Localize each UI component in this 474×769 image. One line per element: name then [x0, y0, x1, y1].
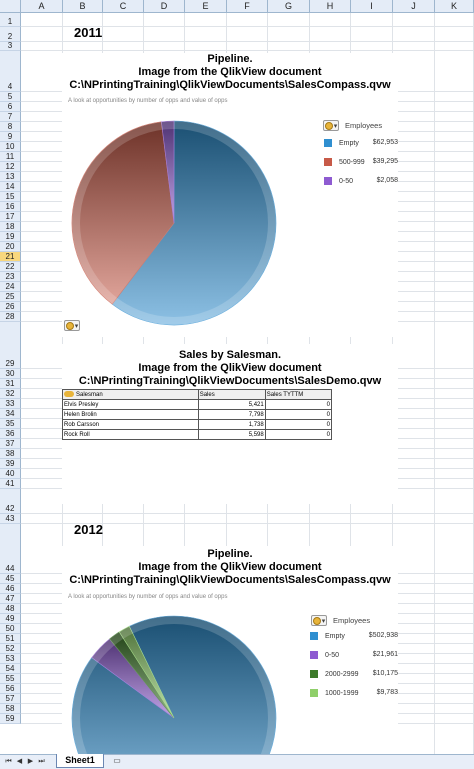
legend-menu-icon[interactable]: ▾: [323, 120, 339, 131]
chart-title: Pipeline.: [207, 548, 253, 560]
legend-swatch: [324, 177, 332, 185]
insert-sheet-icon[interactable]: ▭: [113, 756, 121, 765]
row-header[interactable]: 31: [0, 379, 21, 389]
gridline-horizontal: [21, 41, 474, 42]
pie-chart-2012: [70, 614, 284, 754]
row-header[interactable]: 50: [0, 624, 21, 634]
chart-title: Pipeline.: [207, 53, 253, 65]
year-label-2011: 2011: [74, 25, 103, 40]
next-sheet-button[interactable]: ▶: [27, 758, 34, 765]
row-header[interactable]: 20: [0, 242, 21, 252]
row-header[interactable]: 16: [0, 202, 21, 212]
row-header[interactable]: 7: [0, 112, 21, 122]
table-row[interactable]: [63, 420, 332, 430]
row-header[interactable]: 44: [0, 524, 21, 574]
column-header[interactable]: B: [63, 0, 103, 13]
legend-label: 1000-1999: [325, 689, 359, 697]
gridline-horizontal: [21, 50, 474, 51]
row-header[interactable]: 51: [0, 634, 21, 644]
legend-value: $502,938: [368, 632, 398, 639]
legend-swatch: [310, 651, 318, 659]
row-header[interactable]: 35: [0, 419, 21, 429]
row-header[interactable]: 43: [0, 514, 21, 524]
column-header[interactable]: E: [185, 0, 227, 13]
pipeline-2012-chart[interactable]: [62, 546, 398, 754]
table-menu-icon[interactable]: [64, 391, 74, 397]
sheet-tab[interactable]: Sheet1: [56, 754, 104, 768]
row-header[interactable]: 8: [0, 122, 21, 132]
column-header[interactable]: J: [393, 0, 435, 13]
table-row[interactable]: [63, 400, 332, 410]
legend-label: Empty: [339, 139, 359, 147]
cell-sales-tyttm: 0: [265, 400, 331, 410]
row-header[interactable]: 58: [0, 704, 21, 714]
row-header[interactable]: 49: [0, 614, 21, 624]
legend-swatch: [324, 158, 332, 166]
chart-title-line3: C:\NPrintingTraining\QlikViewDocuments\SalesCompass.qvw: [69, 574, 391, 586]
sheet-tab-bar: [0, 754, 474, 769]
column-header[interactable]: A: [21, 0, 63, 13]
cell-salesman: Helen Brolin: [63, 410, 199, 420]
column-header[interactable]: G: [268, 0, 310, 13]
row-header[interactable]: 2: [0, 27, 21, 42]
column-header[interactable]: I: [351, 0, 393, 13]
column-header[interactable]: C: [103, 0, 144, 13]
table-row[interactable]: [63, 410, 332, 420]
table-title-line2: Image from the QlikView document: [138, 362, 322, 374]
row-header[interactable]: 53: [0, 654, 21, 664]
column-header[interactable]: K: [435, 0, 474, 13]
row-header[interactable]: 32: [0, 389, 21, 399]
cell-sales-tyttm: 0: [265, 420, 331, 430]
header-sales[interactable]: Sales: [198, 390, 265, 400]
table-row[interactable]: [63, 430, 332, 440]
row-header[interactable]: 38: [0, 449, 21, 459]
legend-swatch: [310, 689, 318, 697]
pie-slice-empty[interactable]: [72, 616, 276, 754]
row-header[interactable]: 40: [0, 469, 21, 479]
row-header[interactable]: 13: [0, 172, 21, 182]
legend-label: 0-50: [339, 177, 354, 185]
cell-sales: 7,798: [198, 410, 265, 420]
legend-menu-icon[interactable]: ▾: [311, 615, 327, 626]
row-header[interactable]: 24: [0, 282, 21, 292]
row-header[interactable]: 25: [0, 292, 21, 302]
row-header[interactable]: 29: [0, 322, 21, 369]
row-header[interactable]: 42: [0, 489, 21, 514]
row-header[interactable]: 10: [0, 142, 21, 152]
row-header[interactable]: 47: [0, 594, 21, 604]
sales-by-salesman-panel: [62, 344, 398, 504]
row-header[interactable]: 5: [0, 92, 21, 102]
row-header[interactable]: 11: [0, 152, 21, 162]
legend-label: 0-50: [325, 651, 340, 659]
select-all-corner[interactable]: [0, 0, 21, 13]
legend-value: $39,295: [372, 158, 398, 165]
row-header[interactable]: 26: [0, 302, 21, 312]
year-label-2012: 2012: [74, 522, 103, 537]
first-sheet-button[interactable]: ⏮: [5, 758, 12, 765]
chart-title-line3: C:\NPrintingTraining\QlikViewDocuments\SalesCompass.qvw: [69, 79, 391, 91]
sales-table[interactable]: [62, 389, 332, 440]
legend-swatch: [310, 670, 318, 678]
row-header[interactable]: 3: [0, 42, 21, 51]
row-header[interactable]: 59: [0, 714, 21, 724]
row-header[interactable]: 23: [0, 272, 21, 282]
chart-menu-icon[interactable]: ▾: [64, 320, 80, 331]
row-header[interactable]: 18: [0, 222, 21, 232]
legend-value: $21,961: [372, 651, 398, 658]
row-header[interactable]: 33: [0, 399, 21, 409]
row-header[interactable]: 1: [0, 13, 21, 27]
legend-value: $9,783: [376, 689, 398, 696]
cell-sales: 5,598: [198, 430, 265, 440]
row-header[interactable]: 46: [0, 584, 21, 594]
cell-salesman: Elvis Presley: [63, 400, 199, 410]
legend-label: 500-999: [339, 158, 365, 166]
column-header[interactable]: H: [310, 0, 351, 13]
legend-label: Empty: [325, 632, 345, 640]
column-header[interactable]: D: [144, 0, 185, 13]
legend-value: $62,953: [372, 139, 398, 146]
header-sales-tyttm[interactable]: Sales TYTTM: [265, 390, 331, 400]
cell-sales-tyttm: 0: [265, 410, 331, 420]
row-header[interactable]: 48: [0, 604, 21, 614]
row-header[interactable]: 9: [0, 132, 21, 142]
row-header[interactable]: 14: [0, 182, 21, 192]
cell-sales: 1,738: [198, 420, 265, 430]
legend-swatch: [324, 139, 332, 147]
row-header[interactable]: 12: [0, 162, 21, 172]
gridline-horizontal: [21, 513, 474, 514]
row-header[interactable]: 54: [0, 664, 21, 674]
cell-salesman: Rock Roll: [63, 430, 199, 440]
row-header[interactable]: 57: [0, 694, 21, 704]
prev-sheet-button[interactable]: ◀: [16, 758, 23, 765]
table-header-row: [63, 390, 332, 400]
chart-title-line2: Image from the QlikView document: [138, 66, 322, 78]
row-header[interactable]: 37: [0, 439, 21, 449]
chart-title-line2: Image from the QlikView document: [138, 561, 322, 573]
cell-sales: 5,421: [198, 400, 265, 410]
row-header[interactable]: 19: [0, 232, 21, 242]
legend-swatch: [310, 632, 318, 640]
row-header[interactable]: 41: [0, 479, 21, 489]
legend-label: 2000-2999: [325, 670, 359, 678]
row-header[interactable]: 45: [0, 574, 21, 584]
row-header[interactable]: 55: [0, 674, 21, 684]
header-salesman[interactable]: Salesman: [63, 390, 199, 400]
pipeline-2011-chart[interactable]: [62, 53, 398, 337]
row-header[interactable]: 56: [0, 684, 21, 694]
last-sheet-button[interactable]: ⏭: [38, 758, 45, 765]
table-title-line3: C:\NPrintingTraining\QlikViewDocuments\SalesDemo.qvw: [78, 375, 382, 387]
table-title: Sales by Salesman.: [178, 349, 282, 361]
row-header[interactable]: 30: [0, 369, 21, 379]
row-header[interactable]: 17: [0, 212, 21, 222]
row-header[interactable]: 36: [0, 429, 21, 439]
row-header[interactable]: 39: [0, 459, 21, 469]
chart-subtitle: A look at opportunities by number of opps and value of opps: [68, 594, 228, 600]
legend-item[interactable]: [310, 651, 339, 659]
cell-sales-tyttm: 0: [265, 430, 331, 440]
cell-salesman: Rob Carsson: [63, 420, 199, 430]
chart-subtitle: A look at opportunities by number of opps and value of opps: [68, 98, 228, 104]
row-header[interactable]: 6: [0, 102, 21, 112]
legend-value: $10,175: [372, 670, 398, 677]
row-header[interactable]: 21: [0, 252, 21, 262]
row-header[interactable]: 4: [0, 51, 21, 92]
row-header[interactable]: 28: [0, 312, 21, 322]
legend-title: Employees: [333, 616, 371, 625]
row-header[interactable]: 52: [0, 644, 21, 654]
row-header[interactable]: 34: [0, 409, 21, 419]
legend-value: $2,058: [376, 177, 398, 184]
column-header[interactable]: F: [227, 0, 268, 13]
legend-title: Employees: [345, 121, 383, 130]
row-header[interactable]: 15: [0, 192, 21, 202]
row-header[interactable]: 22: [0, 262, 21, 272]
pie-chart-2011: [70, 119, 284, 329]
